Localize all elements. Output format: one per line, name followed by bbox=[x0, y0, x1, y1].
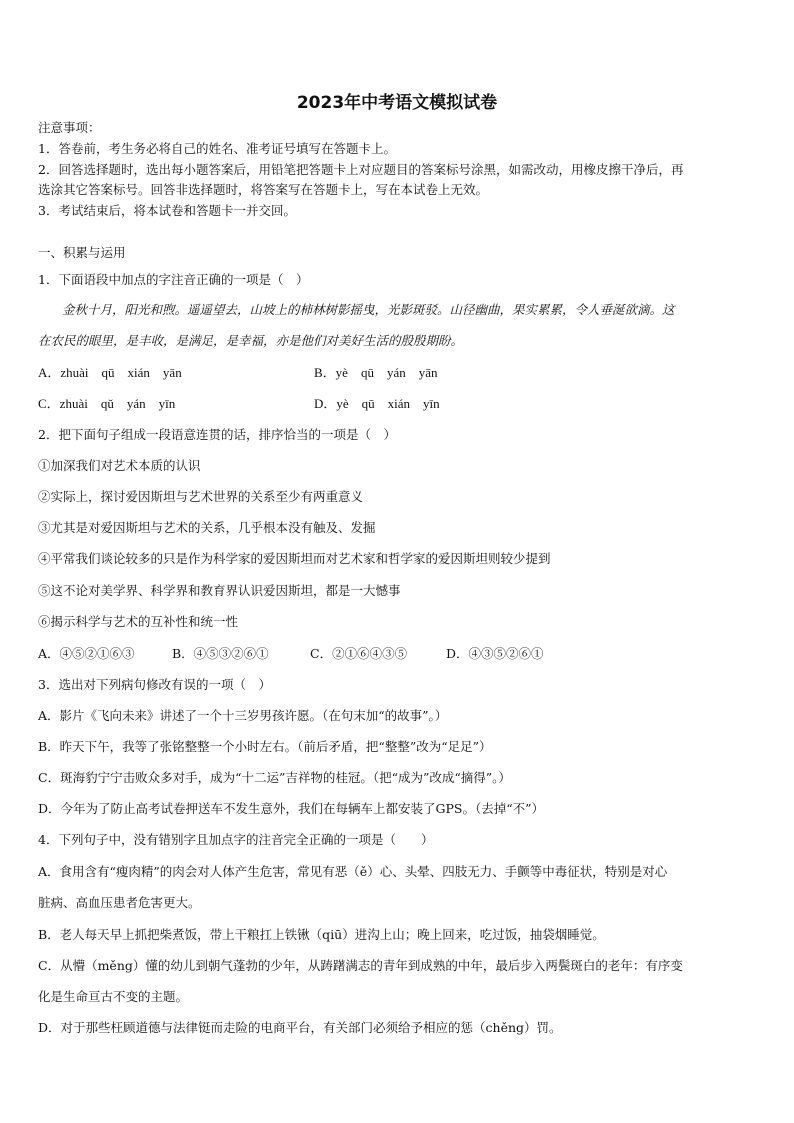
q4-option-c: C．从懵（měng）懂的幼儿到朝气蓬勃的少年，从踌躇满志的青年到成熟的中年，最后步入两鬓斑白的老年：有序变 bbox=[38, 958, 683, 973]
notice-item-3: 3．考试结束后，将本试卷和答题卡一并交回。 bbox=[38, 203, 296, 218]
notice-item-2-cont: 选涂其它答案标号。回答非选择题时，将答案写在答题卡上，写在本试卷上无效。 bbox=[38, 182, 489, 197]
q2-option-a: A．④⑤②①⑥③ bbox=[38, 646, 135, 661]
notice-item-1: 1．答卷前，考生务必将自己的姓名、准考证号填写在答题卡上。 bbox=[38, 141, 396, 156]
notice-heading: 注意事项： bbox=[38, 120, 101, 135]
q2-sentence-3: ③尤其是对爱因斯坦与艺术的关系，几乎根本没有触及、发掘 bbox=[38, 520, 376, 535]
q3-option-a: A．影片《飞向未来》讲述了一个十三岁男孩许愿。（在句末加“的故事”。） bbox=[38, 708, 448, 723]
q2-option-b: B．④⑤③②⑥① bbox=[172, 646, 269, 661]
q4-option-c-cont: 化是生命亘古不变的主题。 bbox=[38, 989, 189, 1004]
q4-option-a: A．食用含有“瘦肉精”的肉会对人体产生危害，常见有恶（ě）心、头晕、四肢无力、手颤等中毒征状，特别是对心 bbox=[38, 864, 668, 879]
q1-option-c: C．zhuài qǔ yán yīn bbox=[38, 396, 176, 411]
q1-passage-line-1: 金秋十月，阳光和煦。遥遥望去，山坡上的柿林树影摇曳，光影斑驳。山径幽曲，果实累累，令人垂涎欲滴。这 bbox=[62, 302, 675, 317]
q3-option-b: B．昨天下午，我等了张铭整整一个小时左右。（前后矛盾，把“整整”改为“足足”） bbox=[38, 739, 492, 754]
q2-sentence-4: ④平常我们谈论较多的只是作为科学家的爱因斯坦而对艺术家和哲学家的爱因斯坦则较少提到 bbox=[38, 551, 551, 566]
q2-sentence-1: ①加深我们对艺术本质的认识 bbox=[38, 458, 201, 473]
q2-sentence-2: ②实际上，探讨爱因斯坦与艺术世界的关系至少有两重意义 bbox=[38, 489, 364, 504]
q2-stem: 2．把下面句子组成一段语意连贯的话，排序恰当的一项是（ ） bbox=[38, 427, 396, 442]
q4-option-b: B．老人每天早上抓把柴煮饭，带上干粮扛上铁锹（qiū）进沟上山；晚上回来，吃过饭，抽袋烟睡觉。 bbox=[38, 927, 605, 942]
q1-option-b: B．yè qū yán yān bbox=[314, 365, 438, 380]
q3-option-d: D．今年为了防止高考试卷押送车不发生意外，我们在每辆车上都安装了GPS。（去掉“不”） bbox=[38, 801, 545, 816]
q1-option-d: D．yè qū xián yīn bbox=[314, 396, 440, 411]
q4-option-a-cont: 脏病、高血压患者危害更大。 bbox=[38, 895, 201, 910]
q2-option-c: C．②①⑥④③⑤ bbox=[310, 646, 408, 661]
q4-stem: 4．下列句子中，没有错别字且加点字的注音完全正确的一项是（ ） bbox=[38, 832, 434, 847]
q4-option-d: D．对于那些枉顾道德与法律铤而走险的电商平台，有关部门必须给予相应的惩（chěng）罚。 bbox=[38, 1020, 562, 1035]
section-heading: 一、积累与运用 bbox=[38, 245, 126, 260]
page-title: 2023年中考语文模拟试卷 bbox=[296, 93, 498, 113]
notice-item-2: 2．回答选择题时，选出每小题答案后，用铅笔把答题卡上对应题目的答案标号涂黑，如需改动，用橡皮擦干净后，再 bbox=[38, 162, 684, 177]
q2-sentence-5: ⑤这不论对美学界、科学界和教育界认识爱因斯坦，都是一大憾事 bbox=[38, 583, 401, 598]
q3-stem: 3．选出对下列病句修改有误的一项（ ） bbox=[38, 677, 271, 692]
q1-passage-line-2: 在农民的眼里，是丰收，是满足，是幸福，亦是他们对美好生活的殷殷期盼。 bbox=[38, 333, 464, 348]
q3-option-c: C．斑海豹宁宁击败众多对手，成为“十二运”吉祥物的桂冠。（把“成为”改成“摘得”。） bbox=[38, 770, 511, 785]
q1-stem: 1．下面语段中加点的字注音正确的一项是（ ） bbox=[38, 272, 309, 287]
q1-option-a: A．zhuài qū xián yān bbox=[38, 365, 182, 380]
q2-sentence-6: ⑥揭示科学与艺术的互补性和统一性 bbox=[38, 614, 239, 629]
q2-option-d: D．④③⑤②⑥① bbox=[446, 646, 544, 661]
